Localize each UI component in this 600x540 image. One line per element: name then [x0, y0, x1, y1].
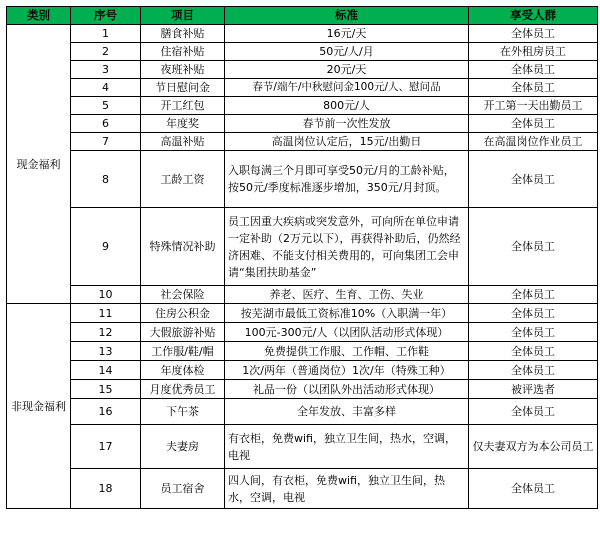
row-standard: 免费提供工作服、工作帽、工作鞋 [225, 342, 469, 361]
row-group: 全体员工 [469, 323, 598, 342]
row-item: 夜班补贴 [141, 61, 225, 79]
table-row [7, 115, 598, 133]
row-group: 全体员工 [469, 286, 598, 304]
row-number: 18 [71, 469, 141, 509]
row-item: 月度优秀员工 [141, 380, 225, 399]
row-number: 3 [71, 61, 141, 79]
row-standard: 四人间，有衣柜，免费wifi，独立卫生间，热水，空调，电视 [225, 469, 469, 509]
row-item: 住房公积金 [141, 304, 225, 323]
table-row [7, 79, 598, 97]
row-standard: 高温岗位认定后，15元/出勤日 [225, 133, 469, 151]
row-number: 10 [71, 286, 141, 304]
table-row [7, 208, 598, 286]
header-number: 序号 [71, 7, 141, 25]
row-number: 1 [71, 25, 141, 43]
table-row [7, 133, 598, 151]
row-group: 在外租房员工 [469, 43, 598, 61]
table-row [7, 97, 598, 115]
row-number: 15 [71, 380, 141, 399]
row-group: 全体员工 [469, 361, 598, 380]
row-group: 全体员工 [469, 399, 598, 425]
row-standard: 入职每满三个月即可享受50元/月的工龄补贴，按50元/季度标准逐步增加，350元/月封顶。 [225, 151, 469, 208]
row-standard: 员工因重大疾病或突发意外，可向所在单位申请一定补助（2万元以下），再获得补助后，仍然经济困难、不能支付相关费用的，可向集团工会申请“集团扶助基金” [225, 208, 469, 286]
row-number: 9 [71, 208, 141, 286]
row-item: 特殊情况补助 [141, 208, 225, 286]
row-standard: 20元/天 [225, 61, 469, 79]
row-group: 全体员工 [469, 25, 598, 43]
row-item: 下午茶 [141, 399, 225, 425]
row-group: 全体员工 [469, 115, 598, 133]
row-item: 工作服/鞋/帽 [141, 342, 225, 361]
row-group: 全体员工 [469, 304, 598, 323]
row-item: 员工宿舍 [141, 469, 225, 509]
row-standard: 有衣柜，免费wifi，独立卫生间，热水，空调，电视 [225, 425, 469, 469]
row-item: 年度体检 [141, 361, 225, 380]
header-group: 享受人群 [469, 7, 598, 25]
row-group: 开工第一天出勤员工 [469, 97, 598, 115]
category-noncash: 非现金福利 [7, 304, 71, 509]
table-row [7, 425, 598, 469]
row-group: 全体员工 [469, 208, 598, 286]
table-row [7, 361, 598, 380]
row-group: 仅夫妻双方为本公司员工 [469, 425, 598, 469]
row-standard: 800元/人 [225, 97, 469, 115]
row-standard: 100元-300元/人（以团队活动形式体现） [225, 323, 469, 342]
header-category: 类别 [7, 7, 71, 25]
row-number: 4 [71, 79, 141, 97]
row-number: 7 [71, 133, 141, 151]
row-number: 8 [71, 151, 141, 208]
row-item: 节日慰问金 [141, 79, 225, 97]
row-standard: 50元/人/月 [225, 43, 469, 61]
row-item: 年度奖 [141, 115, 225, 133]
table-row [7, 304, 598, 323]
row-group: 全体员工 [469, 79, 598, 97]
row-standard: 1次/两年（普通岗位）1次/年（特殊工种） [225, 361, 469, 380]
row-standard: 礼品一份（以团队外出活动形式体现） [225, 380, 469, 399]
row-group: 全体员工 [469, 61, 598, 79]
row-item: 开工红包 [141, 97, 225, 115]
row-group: 被评选者 [469, 380, 598, 399]
category-cash: 现金福利 [7, 25, 71, 304]
table-row [7, 380, 598, 399]
row-group: 在高温岗位作业员工 [469, 133, 598, 151]
table-row [7, 469, 598, 509]
row-item: 住宿补贴 [141, 43, 225, 61]
row-number: 14 [71, 361, 141, 380]
welfare-table [6, 6, 598, 509]
row-standard: 16元/天 [225, 25, 469, 43]
table-row [7, 61, 598, 79]
row-standard: 按芜湖市最低工资标准10%（入职满一年） [225, 304, 469, 323]
table-row [7, 43, 598, 61]
row-item: 大假旅游补贴 [141, 323, 225, 342]
row-item: 社会保险 [141, 286, 225, 304]
row-number: 16 [71, 399, 141, 425]
header-item: 项目 [141, 7, 225, 25]
table-row [7, 399, 598, 425]
row-item: 高温补贴 [141, 133, 225, 151]
row-group: 全体员工 [469, 469, 598, 509]
row-standard: 全年发放、丰富多样 [225, 399, 469, 425]
row-standard: 春节/端午/中秋慰问金100元/人、慰问品 [225, 79, 469, 97]
row-standard: 春节前一次性发放 [225, 115, 469, 133]
row-item: 夫妻房 [141, 425, 225, 469]
row-item: 工龄工资 [141, 151, 225, 208]
row-number: 2 [71, 43, 141, 61]
table-row [7, 151, 598, 208]
header-standard: 标准 [225, 7, 469, 25]
header-row [7, 7, 598, 25]
table-row [7, 286, 598, 304]
row-group: 全体员工 [469, 151, 598, 208]
row-number: 6 [71, 115, 141, 133]
row-number: 5 [71, 97, 141, 115]
table-row [7, 25, 598, 43]
row-number: 13 [71, 342, 141, 361]
table-row [7, 323, 598, 342]
table-row [7, 342, 598, 361]
row-item: 膳食补贴 [141, 25, 225, 43]
row-number: 17 [71, 425, 141, 469]
row-group: 全体员工 [469, 342, 598, 361]
row-number: 11 [71, 304, 141, 323]
row-standard: 养老、医疗、生育、工伤、失业 [225, 286, 469, 304]
row-number: 12 [71, 323, 141, 342]
